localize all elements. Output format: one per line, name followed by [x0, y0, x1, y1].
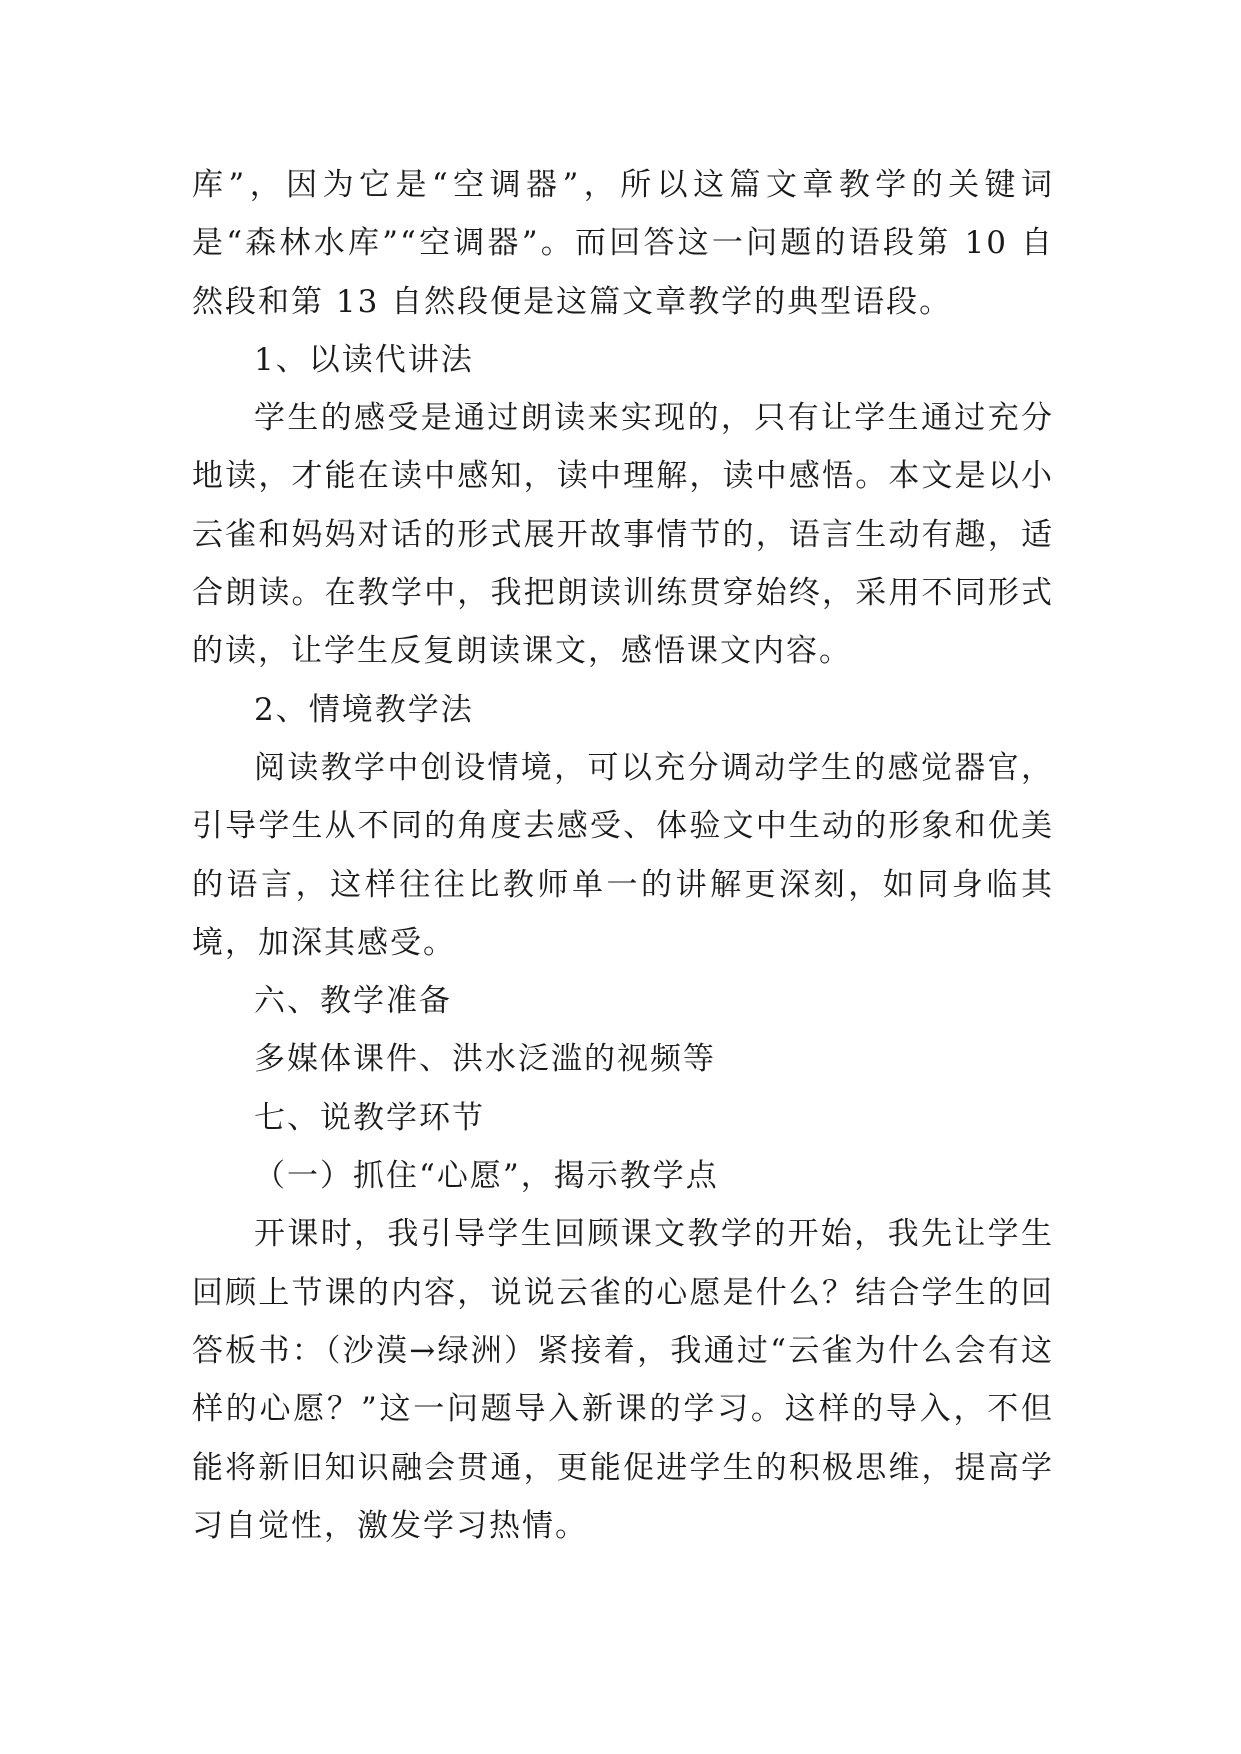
- subsection-heading-1: （一）抓住“心愿”，揭示教学点: [254, 1158, 719, 1195]
- paragraph-preparation: 多媒体课件、洪水泛滥的视频等: [254, 1041, 716, 1078]
- section-heading-preparation: 六、教学准备: [254, 983, 452, 1020]
- document-body: [192, 156, 1054, 1555]
- paragraph-situational-method: 阅读教学中创设情境，可以充分调动学生的感觉器官，引导学生从不同的角度去感受、体验文中生动的形象和优美的语言，这样往往比教师单一的讲解更深刻，如同身临其境，加深其感受。: [192, 749, 1054, 961]
- paragraph-continuation: 库”，因为它是“空调器”，所以这篇文章教学的关键词是“森林水库”“空调器”。而回答这一问题的语段第 10 自然段和第 13 自然段便是这篇文章教学的典型语段。: [192, 167, 1054, 320]
- method-heading-1: 1、以读代讲法: [254, 341, 474, 378]
- paragraph-reading-method: 学生的感受是通过朗读来实现的，只有让学生通过充分地读，才能在读中感知，读中理解，读中感悟。本文是以小云雀和妈妈对话的形式展开故事情节的，语言生动有趣，适合朗读。在教学中，我把朗读训练贯穿始终，采用不同形式的读，让学生反复朗读课文，感悟课文内容。: [192, 400, 1054, 670]
- paragraph-introduction: 开课时，我引导学生回顾课文教学的开始，我先让学生回顾上节课的内容，说说云雀的心愿是什么？结合学生的回答板书：（沙漠→绿洲）紧接着，我通过“云雀为什么会有这样的心愿？”这一问题导入新课的学习。这样的导入，不但能将新旧知识融会贯通，更能促进学生的积极思维，提高学习自觉性，激发学习热情。: [192, 1216, 1054, 1544]
- section-heading-teaching-steps: 七、说教学环节: [254, 1099, 485, 1136]
- method-heading-2: 2、情境教学法: [254, 691, 474, 728]
